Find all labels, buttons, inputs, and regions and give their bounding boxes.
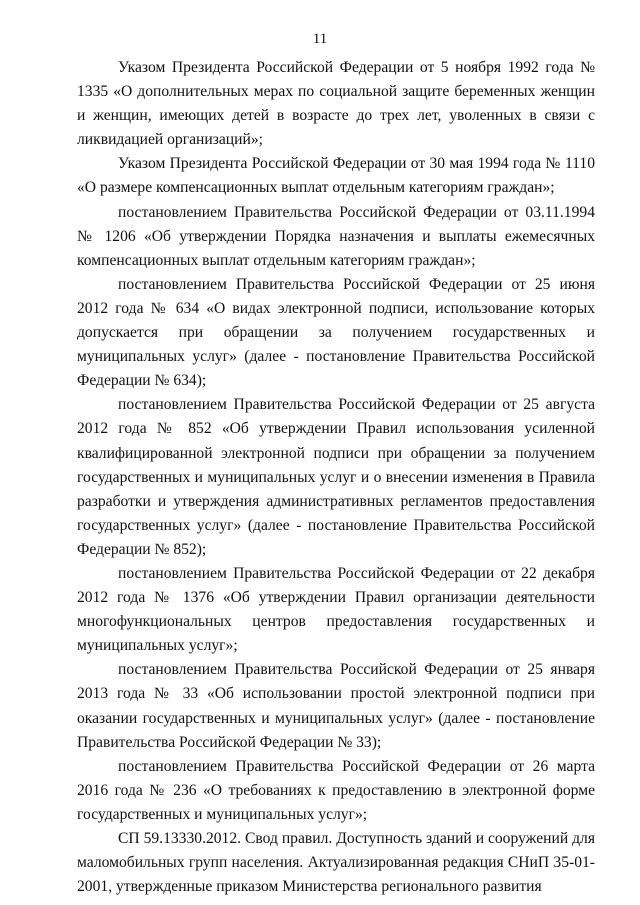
paragraph-resolution-1206: постановлением Правительства Российской Федерации от 03.11.1994 № 1206 «Об утверждении Порядка назначения и выплаты ежемесячных компенсационных выплат отдельным категориям граждан»; bbox=[77, 203, 595, 269]
paragraph-resolution-1376: постановлением Правительства Российской Федерации от 22 декабря 2012 года № 1376 «Об утверждении Правил организации деятельности многофункциональных центров предоставления государственных и муниципальных услуг»; bbox=[77, 564, 595, 655]
paragraph-resolution-634: постановлением Правительства Российской Федерации от 25 июня 2012 года № 634 «О видах электронной подписи, использование которых допускается при обращении за получением государственных и муниципальных услуг» (далее - постановление Правительства Российской Федерации № 634); bbox=[77, 275, 595, 390]
paragraph-decree-1335: Указом Президента Российской Федерации от 5 ноября 1992 года № 1335 «О дополнительных мерах по социальной защите беременных женщин и женщин, имеющих детей в возрасте до трех лет, уволенных в связи с ликвидацией организаций»; bbox=[77, 59, 595, 149]
document-body bbox=[77, 56, 595, 899]
paragraph-sp-59: СП 59.13330.2012. Свод правил. Доступность зданий и сооружений для маломобильных групп населения. Актуализированная редакция СНиП 35-01-2001, утвержденные приказом Министерства регионального развития bbox=[77, 830, 595, 896]
paragraph-decree-1110: Указом Президента Российской Федерации от 30 мая 1994 года № 1110 «О размере компенсационных выплат отдельным категориям граждан»; bbox=[77, 155, 595, 197]
paragraph-resolution-33: постановлением Правительства Российской Федерации от 25 января 2013 года № 33 «Об использовании простой электронной подписи при оказании государственных и муниципальных услуг» (далее - постановление Правительства Российской Федерации № 33); bbox=[77, 661, 595, 751]
paragraph-resolution-852: постановлением Правительства Российской Федерации от 25 августа 2012 года № 852 «Об утверждении Правил использования усиленной квалифицированной электронной подписи при обращении за получением государственных и муниципальных услуг и о внесении изменения в Правила разработки и утверждения административных регламентов предоставления государственных услуг» (далее - постановление Правительства Российской Федерации № 852); bbox=[77, 396, 595, 558]
paragraph-resolution-236: постановлением Правительства Российской Федерации от 26 марта 2016 года № 236 «О требованиях к предоставлению в электронной форме государственных и муниципальных услуг»; bbox=[77, 757, 595, 823]
page-number: 11 bbox=[312, 31, 328, 47]
